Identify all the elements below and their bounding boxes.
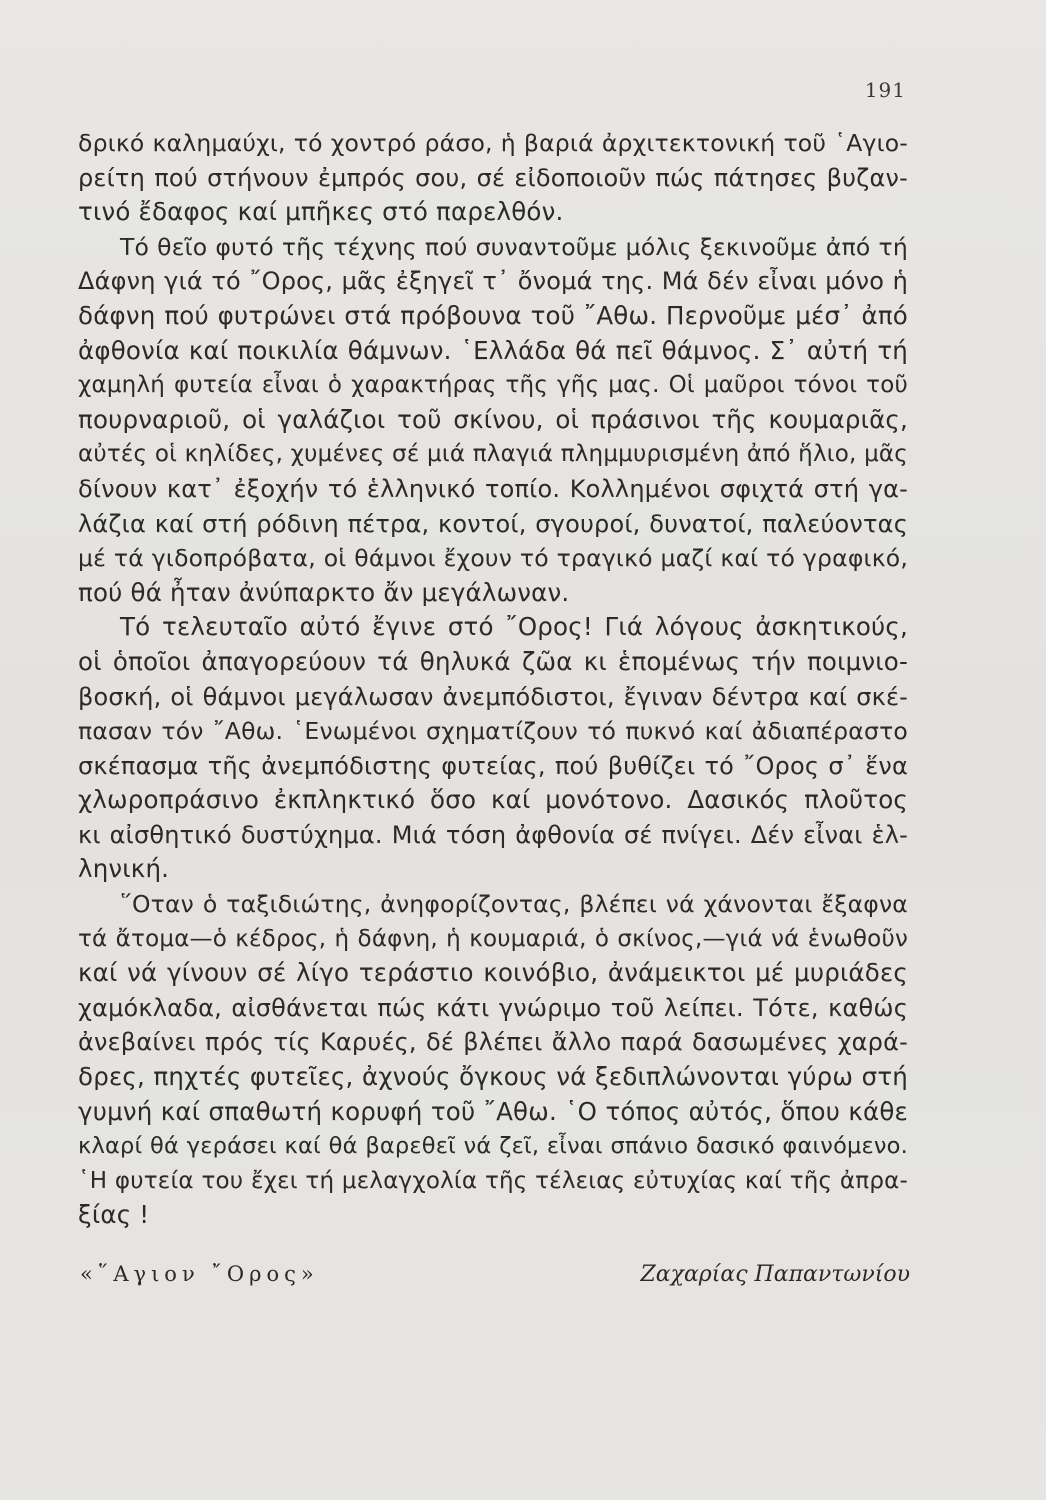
text-line: πασαν τόν ῎Αθω. ῾Ενωμένοι σχηματίζουν τό πυκνό καί ἀδιαπέραστο: [78, 717, 908, 746]
text-line: τά ἄτομα—ὁ κέδρος, ἡ δάφνη, ἡ κουμαριά, ὁ σκίνος,—γιά νά ἑνωθοῦν: [78, 925, 908, 952]
source-title: «῞Αγιον ῎Ορος»: [80, 1262, 319, 1286]
text-line: ῞Οταν ὁ ταξιδιώτης, ἀνηφορίζοντας, βλέπει νά χάνονται ἔξαφνα: [120, 890, 908, 919]
page-footer: [80, 1262, 910, 1302]
text-line: Δάφνη γιά τό ῎Ορος, μᾶς ἐξηγεῖ τ᾽ ὄνομά της. Μά δέν εἶναι μόνο ἡ: [78, 267, 908, 296]
body-text: [78, 126, 908, 1233]
text-line: ληνική.: [78, 854, 170, 884]
text-line: Τό θεῖο φυτό τῆς τέχνης πού συναντοῦμε μόλις ξεκινοῦμε ἀπό τή: [120, 232, 908, 261]
text-line: ἀφθονία καί ποικιλία θάμνων. ῾Ελλάδα θά πεῖ θάμνος. Σ᾽ αὐτή τή: [78, 335, 908, 365]
text-line: πού θά ἦταν ἀνύπαρκτο ἄν μεγάλωναν.: [78, 577, 570, 607]
text-line: δρικό καλημαύχι, τό χοντρό ράσο, ἡ βαριά ἀρχιτεκτονική τοῦ ῾Αγιο-: [78, 129, 908, 157]
text-line: μέ τά γιδοπρόβατα, οἱ θάμνοι ἔχουν τό τραγικό μαζί καί τό γραφικό,: [78, 544, 908, 573]
text-line: ἀνεβαίνει πρός τίς Καρυές, δέ βλέπει ἄλλο παρά δασωμένες χαρά-: [78, 1028, 908, 1057]
text-line: γυμνή καί σπαθωτή κορυφή τοῦ ῎Αθω. ῾Ο τόπος αὐτός, ὅπου κάθε: [78, 1096, 908, 1126]
text-line: οἱ ὁποῖοι ἀπαγορεύουν τά θηλυκά ζῶα κι ἑπομένως τήν ποιμνιο-: [78, 646, 908, 676]
text-line: τινό ἔδαφος καί μπῆκες στό παρελθόν.: [78, 197, 564, 227]
text-line: χαμηλή φυτεία εἶναι ὁ χαρακτήρας τῆς γῆς μας. Οἱ μαῦροι τόνοι τοῦ: [78, 372, 908, 399]
author-name: Ζαχαρίας Παπαντωνίου: [640, 1262, 910, 1287]
text-line: δάφνη πού φυτρώνει στά πρόβουνα τοῦ ῎Αθω. Περνοῦμε μέσ᾽ ἀπό: [78, 300, 908, 330]
text-line: αὐτές οἱ κηλίδες, χυμένες σέ μιά πλαγιά πλημμυρισμένη ἀπό ἥλιο, μᾶς: [78, 441, 908, 468]
text-line: καί νά γίνουν σέ λίγο τεράστιο κοινόβιο, ἀνάμεικτοι μέ μυριάδες: [78, 958, 908, 988]
text-line: ῾Η φυτεία του ἔχει τή μελαγχολία τῆς τέλειας εὐτυχίας καί τῆς ἀπρα-: [78, 1167, 908, 1194]
text-line: πουρναριοῦ, οἱ γαλάζιοι τοῦ σκίνου, οἱ πράσινοι τῆς κουμαριᾶς,: [78, 404, 908, 434]
text-line: κι αἰσθητικό δυστύχημα. Μιά τόση ἀφθονία σέ πνίγει. Δέν εἶναι ἑλ-: [78, 820, 908, 849]
text-line: δίνουν κατ᾽ ἐξοχήν τό ἑλληνικό τοπίο. Κολλημένοι σφιχτά στή γα-: [78, 474, 908, 503]
text-line: σκέπασμα τῆς ἀνεμπόδιστης φυτείας, πού βυθίζει τό ῎Ορος σ᾽ ἕνα: [78, 751, 908, 780]
text-line: χλωροπράσινο ἐκπληκτικό ὅσο καί μονότονο. Δασικός πλοῦτος: [78, 785, 908, 815]
page-number: 191: [864, 78, 906, 102]
text-line: βοσκή, οἱ θάμνοι μεγάλωσαν ἀνεμπόδιστοι, ἔγιναν δέντρα καί σκέ-: [78, 682, 908, 711]
text-line: χαμόκλαδα, αἰσθάνεται πώς κάτι γνώριμο τοῦ λείπει. Τότε, καθώς: [78, 993, 908, 1022]
text-line: Τό τελευταῖο αὐτό ἔγινε στό ῎Ορος! Γιά λόγους ἀσκητικούς,: [120, 612, 908, 642]
text-line: ξίας !: [78, 1200, 150, 1230]
text-line: λάζια καί στή ρόδινη πέτρα, κοντοί, σγουροί, δυνατοί, παλεύοντας: [78, 509, 908, 538]
text-line: δρες, πηχτές φυτεῖες, ἀχνούς ὄγκους νά ξεδιπλώνονται γύρω στή: [78, 1062, 908, 1092]
text-line: κλαρί θά γεράσει καί θά βαρεθεῖ νά ζεῖ, εἶναι σπάνιο δασικό φαινόμενο.: [78, 1133, 908, 1160]
text-line: ρείτη πού στήνουν ἐμπρός σου, σέ εἰδοποιοῦν πώς πάτησες βυζαν-: [78, 163, 908, 192]
